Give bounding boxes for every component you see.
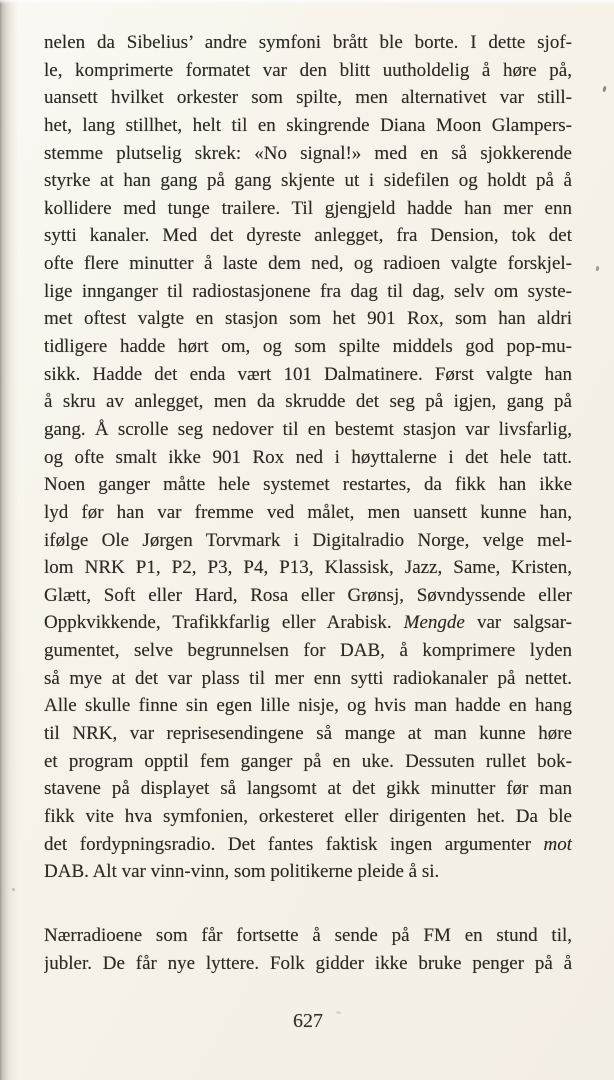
- text-line: [44, 57, 572, 85]
- text-segment: ifølge Ole Jørgen Torvmark i Digitalradio Norge, velge mel-: [44, 529, 572, 551]
- scan-artifact: [336, 1011, 341, 1014]
- italic-text: Mengde: [403, 612, 465, 634]
- text-line: [44, 554, 572, 582]
- text-line: [44, 748, 572, 776]
- text-line: [44, 665, 572, 693]
- text-segment: kollidere med tunge trailere. Til gjengjeld hadde han mer enn: [44, 197, 572, 219]
- text-segment: lige innganger til radiostasjonene fra dag til dag, selv om syste-: [44, 280, 572, 302]
- text-segment: nelen da Sibelius’ andre symfoni brått ble borte. I dette sjof-: [44, 32, 572, 53]
- text-line: [44, 388, 572, 416]
- paragraph: [44, 29, 572, 886]
- text-segment: le, komprimerte formatet var den blitt uutholdelig å høre på,: [44, 59, 572, 81]
- text-line: [44, 692, 572, 720]
- text-segment: jubler. De får nye lyttere. Folk gidder ikke bruke penger på å: [44, 952, 572, 974]
- text-line: [44, 858, 572, 886]
- text-segment: så mye at det var plass til mer enn sytti radiokanaler på nettet.: [44, 667, 572, 689]
- scan-artifact: [12, 888, 15, 891]
- text-line: [44, 582, 572, 610]
- text-line: [44, 803, 572, 831]
- text-line: [44, 29, 572, 57]
- text-line: [44, 922, 572, 950]
- page-number: 627: [293, 1010, 323, 1032]
- text-segment: styrke at han gang på gang skjente ut i sidefilen og holdt på å: [44, 170, 572, 192]
- text-segment: til NRK, var reprisesendingene så mange at man kunne høre: [44, 723, 572, 745]
- text-line: [44, 720, 572, 748]
- text-line: [44, 527, 572, 555]
- italic-text: mot: [543, 833, 572, 855]
- text-line: [44, 637, 572, 665]
- text-segment: ofte flere minutter å laste dem ned, og radioen valgte forskjel-: [44, 253, 572, 275]
- text-line: [44, 361, 572, 389]
- text-segment: var salgsar-: [464, 612, 572, 634]
- text-line: [44, 140, 572, 168]
- text-segment: Nærradioene som får fortsette å sende på FM en stund til,: [44, 924, 572, 946]
- text-segment: het, lang stillhet, helt til en skingrende Diana Moon Glampers-: [44, 114, 572, 136]
- text-segment: gang. Å scrolle seg nedover til en bestemt stasjon var livsfarlig,: [44, 418, 572, 440]
- text-segment: lom NRK P1, P2, P3, P4, P13, Klassisk, Jazz, Same, Kristen,: [44, 557, 572, 579]
- text-segment: stavene på displayet så langsomt at det gikk minutter før man: [44, 778, 572, 800]
- text-segment: å skru av anlegget, men da skrudde det seg på igjen, gang på: [44, 391, 572, 413]
- text-line: [44, 444, 572, 472]
- scan-artifact: [596, 266, 600, 271]
- text-line: [44, 305, 572, 333]
- text-segment: gumentet, selve begrunnelsen for DAB, å komprimere lyden: [44, 640, 572, 662]
- text-line: [44, 333, 572, 361]
- text-segment: det fordypningsradio. Det fantes faktisk ingen argumenter: [44, 833, 544, 855]
- text-segment: Oppkvikkende, Trafikkfarlig eller Arabisk.: [44, 612, 404, 634]
- text-segment: Glætt, Soft eller Hard, Rosa eller Grønsj, Søvndyssende eller: [44, 584, 572, 606]
- text-line: [44, 609, 572, 637]
- text-line: [44, 278, 572, 306]
- text-line: [44, 84, 572, 112]
- text-segment: fikk vite hva symfonien, orkesteret eller dirigenten het. Da ble: [44, 805, 572, 827]
- text-segment: og ofte smalt ikke 901 Rox ned i høyttalerne i det hele tatt.: [44, 446, 572, 468]
- text-line: [44, 112, 572, 140]
- text-line: [44, 499, 572, 527]
- page-edge-shadow: [0, 0, 18, 1080]
- text-line: [44, 222, 572, 250]
- text-line: [44, 416, 572, 444]
- text-line: [44, 775, 572, 803]
- text-segment: et program opptil fem ganger på en uke. Dessuten rullet bok-: [44, 750, 572, 772]
- text-segment: Alle skulle finne sin egen lille nisje, og hvis man hadde en hang: [44, 695, 572, 717]
- paragraph: [44, 922, 572, 977]
- text-line: [44, 950, 572, 978]
- text-segment: stemme plutselig skrek: «No signal!» med en så sjokkerende: [44, 142, 572, 164]
- text-line: [44, 167, 572, 195]
- text-line: [44, 195, 572, 223]
- page-edge-highlight: [0, 0, 614, 4]
- scan-artifact: [602, 86, 606, 93]
- text-segment: DAB. Alt var vinn-vinn, som politikerne pleide å si.: [44, 861, 440, 883]
- text-segment: tidligere hadde hørt om, og som spilte middels god pop-mu-: [44, 336, 572, 358]
- text-segment: uansett hvilket orkester som spilte, men alternativet var still-: [44, 87, 572, 109]
- text-segment: Noen ganger måtte hele systemet restartes, da fikk han ikke: [44, 474, 572, 496]
- text-segment: lyd før han var fremme ved målet, men uansett kunne han,: [44, 501, 572, 523]
- text-segment: sytti kanaler. Med det dyreste anlegget, fra Dension, tok det: [44, 225, 572, 247]
- page-text: [44, 29, 572, 977]
- text-line: [44, 250, 572, 278]
- text-segment: met oftest valgte en stasjon som het 901 Rox, som han aldri: [44, 308, 572, 330]
- text-line: [44, 471, 572, 499]
- text-line: [44, 831, 572, 859]
- text-segment: sikk. Hadde det enda vært 101 Dalmatinere. Først valgte han: [44, 363, 572, 385]
